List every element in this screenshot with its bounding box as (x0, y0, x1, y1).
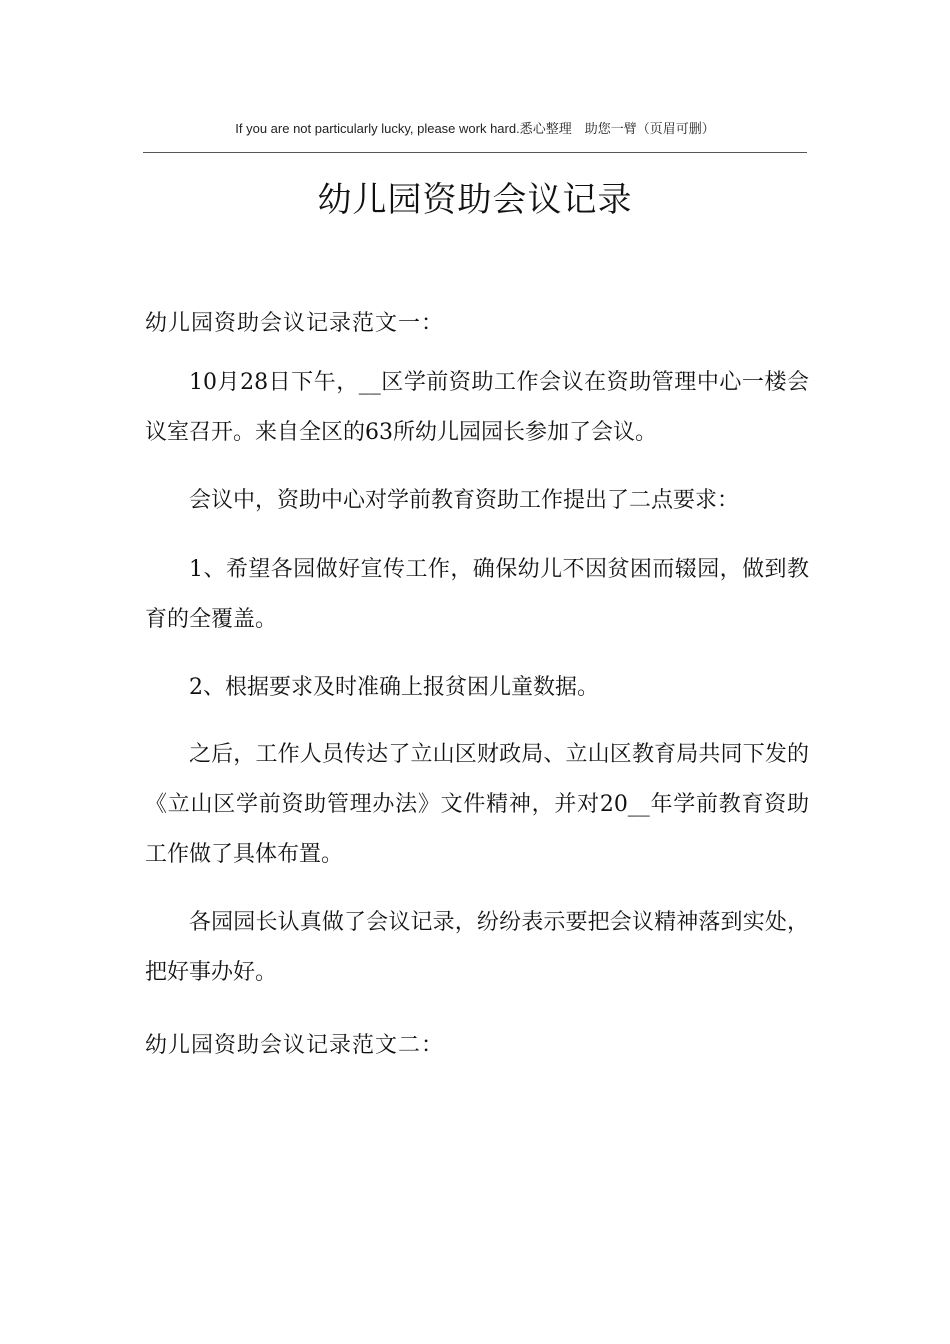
paragraph: 10月28日下午，__区学前资助工作会议在资助管理中心一楼会议室召开。来自全区的63所幼儿园园长参加了会议。 (145, 370, 809, 445)
section-heading-one: 幼儿园资助会议记录范文一： (145, 311, 445, 336)
paragraph: 1、希望各园做好宣传工作，确保幼儿不因贫困而辍园，做到教育的全覆盖。 (145, 557, 809, 632)
document-title: 幼儿园资助会议记录 (317, 180, 633, 220)
paragraph: 会议中，资助中心对学前教育资助工作提出了二点要求： (189, 488, 740, 513)
paragraph: 2、根据要求及时准确上报贫困儿童数据。 (189, 675, 599, 700)
paragraph: 各园园长认真做了会议记录，纷纷表示要把会议精神落到实处，把好事办好。 (145, 910, 809, 985)
header-divider (143, 152, 807, 153)
section-heading-two: 幼儿园资助会议记录范文二： (145, 1033, 445, 1058)
page-header: If you are not particularly lucky, please work hard.悉心整理 助您一臂（页眉可删） (235, 121, 715, 136)
paragraph: 之后，工作人员传达了立山区财政局、立山区教育局共同下发的《立山区学前资助管理办法》文件精神，并对20__年学前教育资助工作做了具体布置。 (145, 742, 809, 867)
